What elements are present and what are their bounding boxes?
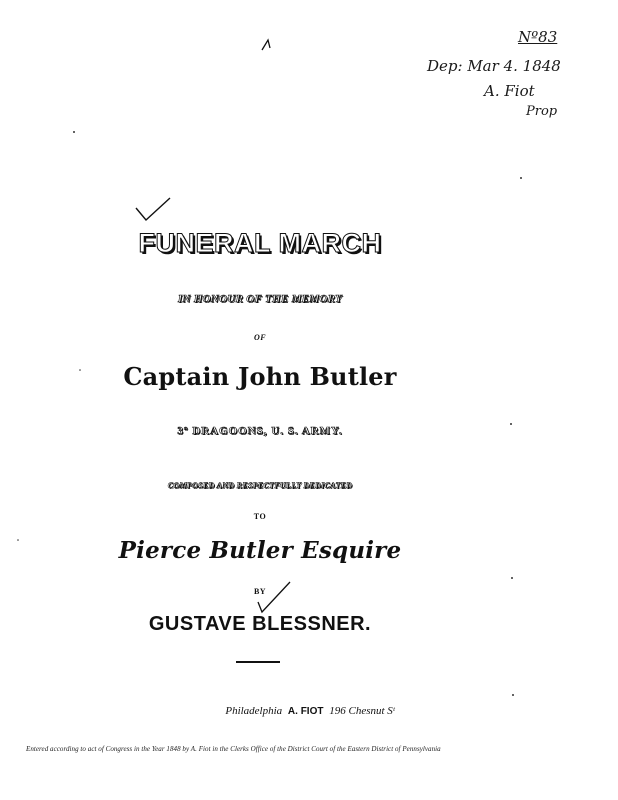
- paper-speck: [520, 177, 522, 179]
- divider-rule: [236, 661, 280, 663]
- deposit-date-annotation: Dep: Mar 4. 1848: [427, 57, 561, 75]
- subtitle-memory: IN HONOUR OF THE MEMORY: [177, 293, 343, 305]
- pen-stroke-mark: [262, 40, 270, 50]
- paper-speck: [79, 369, 81, 371]
- honoree-name: Captain John Butler: [123, 362, 397, 391]
- by-word: BY: [253, 587, 267, 596]
- publisher-address: 196 Chesnut Sᵗ: [329, 705, 395, 717]
- publisher-city: Philadelphia: [225, 705, 283, 717]
- dedicatee-name: Pierce Butler Esquire: [118, 537, 402, 564]
- catalog-number: Nº83: [518, 28, 558, 46]
- paper-speck: [510, 423, 512, 425]
- dedication-line: COMPOSED AND RESPECTFULLY DEDICATED: [167, 481, 353, 490]
- publisher-name: A. FIOT: [287, 706, 324, 717]
- paper-speck: [512, 694, 514, 696]
- regiment-line: 3º DRAGOONS, U. S. ARMY.: [177, 425, 343, 437]
- copyright-notice: Entered according to act of Congress in the Year 1848 by A. Fiot in the Clerks Office of the District Court of the Eastern District of Pennsylvania: [26, 745, 441, 753]
- paper-speck: [17, 539, 19, 541]
- prop-annotation: Prop: [526, 104, 558, 119]
- page-title: FUNERAL MARCH: [138, 228, 382, 258]
- composer-name: GUSTAVE BLESSNER.: [148, 613, 372, 635]
- publisher-line: [110, 705, 510, 717]
- checkmark-icon: [136, 198, 170, 220]
- paper-speck: [73, 131, 75, 133]
- of-word: OF: [253, 333, 267, 342]
- to-word: TO: [253, 512, 267, 521]
- paper-speck: [511, 577, 513, 579]
- signature-annotation: A. Fiot: [484, 82, 535, 100]
